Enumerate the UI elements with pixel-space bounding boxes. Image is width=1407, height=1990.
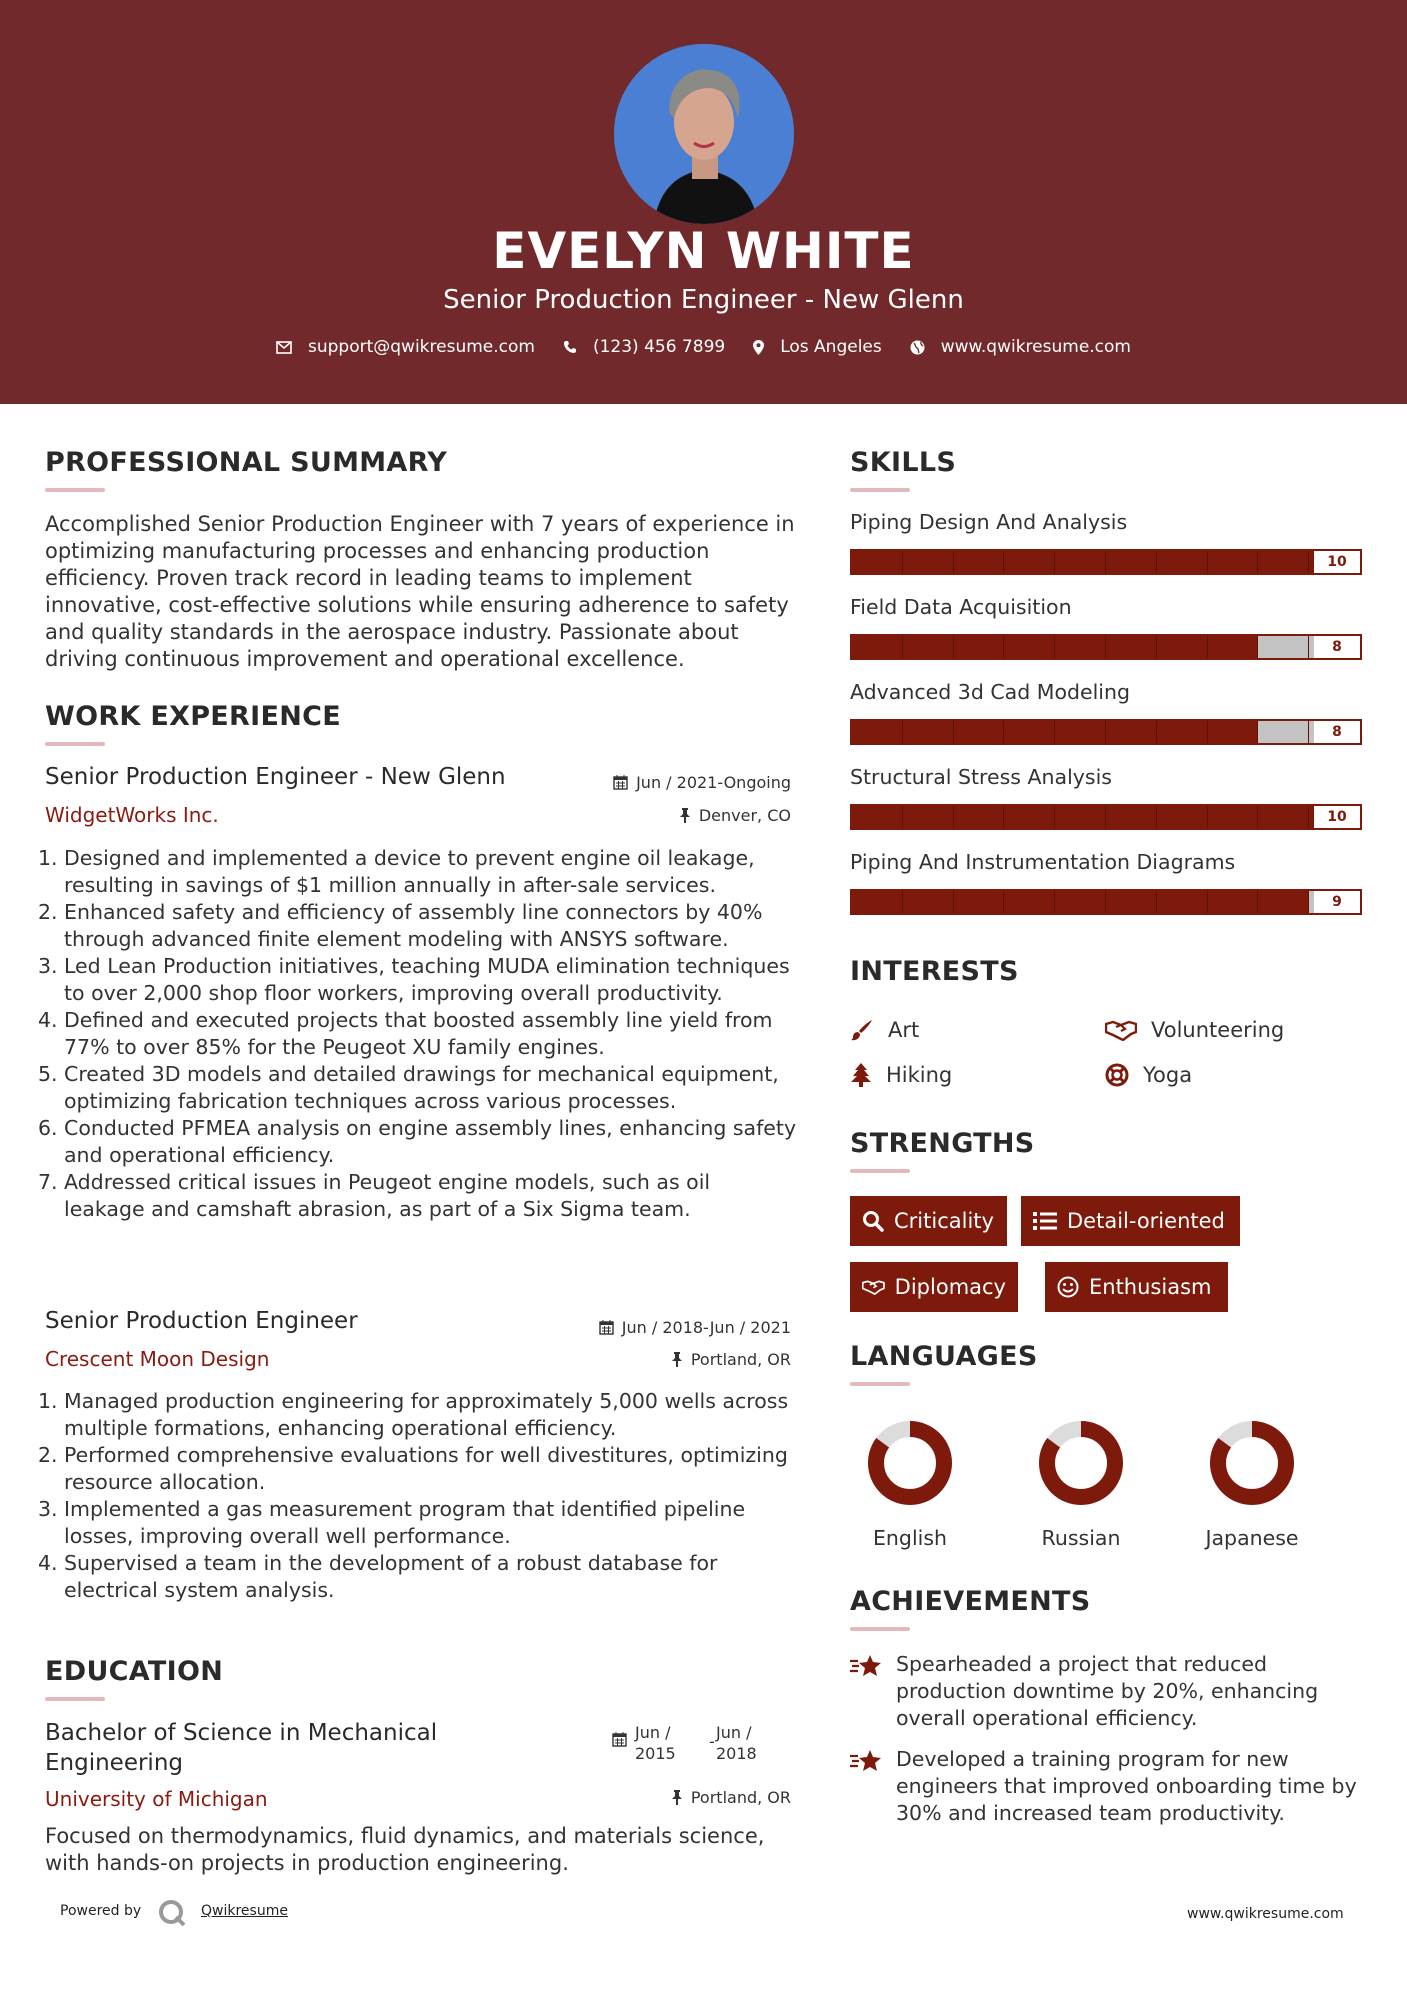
- list-item: 1. Managed production engineering for approximately 5,000 wells across multiple formations, enhancing operational efficiency.: [38, 1389, 789, 1440]
- education-heading: EDUCATION: [45, 1656, 224, 1687]
- skill-value: 10: [1314, 551, 1360, 573]
- achievements-rule: [850, 1627, 910, 1631]
- map-pin-icon: [753, 340, 764, 355]
- interests-heading: INTERESTS: [850, 956, 1019, 987]
- candidate-title: Senior Production Engineer - New Glenn: [443, 285, 964, 315]
- list-icon: [1033, 1211, 1057, 1231]
- list-item: 5. Created 3D models and detailed drawings for mechanical equipment, optimizing fabrication techniques across various processes.: [38, 1062, 779, 1113]
- skill-bar-segment: [1004, 891, 1055, 913]
- skill-bar-segment: [852, 721, 903, 743]
- company-name: Crescent Moon Design: [45, 1347, 270, 1371]
- languages-list: [845, 1418, 1345, 1558]
- skill-bar-segment: [1157, 891, 1208, 913]
- job-location: Portland, OR: [560, 1350, 791, 1369]
- interest-art: Art: [850, 1018, 919, 1042]
- skill-bar-segment: [1157, 551, 1208, 573]
- skill-bar-segment: [1004, 806, 1055, 828]
- skill-bar-segment: [1004, 636, 1055, 658]
- skill-bar: [850, 889, 1362, 915]
- contact-email[interactable]: [276, 337, 535, 357]
- skill-bar-segment: [1258, 636, 1309, 658]
- candidate-name: EVELYN WHITE: [492, 222, 915, 280]
- education-location: Portland, OR: [560, 1788, 791, 1807]
- skill-bar-segment: [1208, 636, 1259, 658]
- achievements-heading: ACHIEVEMENTS: [850, 1586, 1091, 1617]
- list-item: 2. Performed comprehensive evaluations for well divestitures, optimizing resource allocation.: [38, 1443, 788, 1494]
- skill-bar-segment: [1055, 721, 1106, 743]
- skill-bar-segment: [852, 891, 903, 913]
- achievement-star-icon: [850, 1653, 884, 1683]
- phone-icon: [563, 340, 577, 354]
- job-title: Senior Production Engineer - New Glenn: [45, 764, 506, 790]
- school-name: University of Michigan: [45, 1787, 268, 1811]
- company-name: WidgetWorks Inc.: [45, 803, 219, 827]
- skill-bar-segment: [1055, 551, 1106, 573]
- skills-list: [850, 510, 1362, 930]
- achievement-text: Developed a training program for new engineers that improved onboarding time by 30% and increased team productivity.: [896, 1747, 1357, 1825]
- tree-icon: [850, 1063, 872, 1087]
- skill-bar-segment: [1157, 721, 1208, 743]
- pushpin-icon: [671, 1790, 683, 1805]
- q-logo-icon: [157, 1898, 187, 1928]
- job-dates: Jun / 2018-Jun / 2021: [560, 1318, 791, 1337]
- list-item: 7. Addressed critical issues in Peugeot engine models, such as oil leakage and camshaft abrasion, as part of a Six Sigma team.: [38, 1170, 711, 1221]
- skill-bar-segment: [954, 806, 1005, 828]
- language-item: [1187, 1418, 1317, 1550]
- job-location: Denver, CO: [560, 806, 791, 825]
- skill-bar: [850, 719, 1362, 745]
- language-label: Russian: [1041, 1526, 1121, 1550]
- email-text: support@qwikresume.com: [308, 337, 535, 357]
- shooting-star-icon: [850, 1748, 884, 1774]
- skills-heading: SKILLS: [850, 447, 957, 478]
- achievement-star-icon: [850, 1748, 884, 1778]
- skill-bar-segment: [1055, 636, 1106, 658]
- skill-bar-segment: [1106, 806, 1157, 828]
- skill-bar: [850, 549, 1362, 575]
- skill-bar-segment: [1106, 891, 1157, 913]
- paintbrush-icon: [850, 1018, 874, 1042]
- skill-label: Structural Stress Analysis: [850, 765, 1112, 789]
- summary-text: Accomplished Senior Production Engineer with 7 years of experience in optimizing manufacturing processes and enhancing production efficiency. Proven track record in leading teams to implement innovative, cost-effective solutions while ensuring adherence to safety and quality standards in the aerospace industry. Passionate about driving continuous improvement and operational excellence.: [45, 512, 795, 671]
- lifebuoy-icon: [1105, 1063, 1129, 1087]
- skill-bar-segment: [1208, 551, 1259, 573]
- language-donut: [1016, 1418, 1146, 1508]
- skill-label: Piping And Instrumentation Diagrams: [850, 850, 1236, 874]
- skill-bar-segment: [1004, 721, 1055, 743]
- strengths-rule: [850, 1169, 910, 1173]
- search-icon: [862, 1210, 884, 1232]
- skill-label: Advanced 3d Cad Modeling: [850, 680, 1131, 704]
- contact-website[interactable]: [910, 337, 1131, 357]
- interest-volunteering: Volunteering: [1105, 1018, 1284, 1042]
- skill-label: Field Data Acquisition: [850, 595, 1072, 619]
- skill-bar-segment: [852, 806, 903, 828]
- languages-rule: [850, 1382, 910, 1386]
- job-duties: [38, 1388, 797, 1604]
- envelope-icon: [276, 341, 292, 354]
- summary-rule: [45, 488, 105, 492]
- profile-photo: [614, 44, 794, 224]
- contact-phone[interactable]: [563, 337, 725, 357]
- calendar-icon: [612, 1732, 627, 1747]
- skill-bar-segment: [903, 551, 954, 573]
- skill-bar-segment: [1258, 806, 1309, 828]
- language-item: [1016, 1418, 1146, 1550]
- skill-bar-segment: [1106, 721, 1157, 743]
- skill-bar-segment: [903, 721, 954, 743]
- strengths-heading: STRENGTHS: [850, 1128, 1035, 1159]
- degree-title: Bachelor of Science in Mechanical Engineering: [45, 1720, 438, 1776]
- skill-value: 9: [1314, 891, 1360, 913]
- skills-rule: [850, 488, 910, 492]
- education-text: Focused on thermodynamics, fluid dynamics, and materials science, with hands-on projects in production engineering.: [45, 1824, 765, 1875]
- job-duties: [38, 845, 797, 1223]
- footer-website[interactable]: www.qwikresume.com: [1187, 1906, 1344, 1922]
- skill-bar-segment: [954, 721, 1005, 743]
- list-item: 3. Led Lean Production initiatives, teaching MUDA elimination techniques to over 2,000 shop floor workers, improving overall productivity.: [38, 954, 790, 1005]
- job-dates: Jun / 2021-Ongoing: [560, 773, 791, 792]
- strength-badge: Criticality: [850, 1196, 1007, 1246]
- smile-icon: [1057, 1276, 1079, 1298]
- skill-bar-segment: [1157, 636, 1208, 658]
- skill-bar-segment: [954, 636, 1005, 658]
- achievement-text: Spearheaded a project that reduced production downtime by 20%, enhancing overall operational efficiency.: [896, 1652, 1319, 1730]
- skill-bar-segment: [1106, 636, 1157, 658]
- skill-bar-segment: [903, 636, 954, 658]
- skill-bar-segment: [1258, 891, 1309, 913]
- contact-bar: [0, 337, 1407, 357]
- pushpin-icon: [679, 808, 691, 823]
- skill-bar-segment: [1157, 806, 1208, 828]
- interest-yoga: Yoga: [1105, 1063, 1192, 1087]
- website-text: www.qwikresume.com: [940, 337, 1131, 357]
- skill-bar-segment: [954, 551, 1005, 573]
- skill-bar-segment: [903, 891, 954, 913]
- list-item: 4. Defined and executed projects that boosted assembly line yield from 77% to over 85% for the Peugeot XU family engines.: [38, 1008, 773, 1059]
- skill-bar-segment: [1258, 721, 1309, 743]
- language-label: English: [872, 1526, 948, 1550]
- skill-bar-segment: [954, 891, 1005, 913]
- calendar-icon: [613, 775, 628, 790]
- skill-bar-segment: [1106, 551, 1157, 573]
- strength-badge: Diplomacy: [850, 1262, 1018, 1312]
- globe-icon: [910, 340, 925, 355]
- experience-rule: [45, 742, 105, 746]
- qwikresume-logo: [157, 1898, 187, 1932]
- pushpin-icon: [671, 1352, 683, 1367]
- experience-heading: WORK EXPERIENCE: [45, 701, 341, 732]
- contact-location: [753, 337, 882, 357]
- summary-heading: PROFESSIONAL SUMMARY: [45, 447, 448, 478]
- skill-bar-segment: [1208, 891, 1259, 913]
- job-title: Senior Production Engineer: [45, 1308, 358, 1334]
- skill-bar-segment: [852, 551, 903, 573]
- strength-badge: Enthusiasm: [1045, 1262, 1228, 1312]
- list-item: 2. Enhanced safety and efficiency of assembly line connectors by 40% through advanced finite element modeling with ANSYS software.: [38, 900, 763, 951]
- languages-heading: LANGUAGES: [850, 1341, 1038, 1372]
- list-item: 4. Supervised a team in the development of a robust database for electrical system analysis.: [38, 1551, 718, 1602]
- skill-bar-segment: [1258, 551, 1309, 573]
- skill-bar-segment: [1208, 721, 1259, 743]
- skill-bar-segment: [852, 636, 903, 658]
- powered-by-label: Powered by: [60, 1903, 142, 1919]
- strength-badge: Detail-oriented: [1021, 1196, 1240, 1246]
- skill-value: 8: [1314, 636, 1360, 658]
- language-donut: [845, 1418, 975, 1508]
- list-item: 1. Designed and implemented a device to prevent engine oil leakage, resulting in savings of $1 million annually in after-sale services.: [38, 846, 755, 897]
- skill-bar-segment: [1004, 551, 1055, 573]
- list-item: 3. Implemented a gas measurement program that identified pipeline losses, improving overall well performance.: [38, 1497, 746, 1548]
- skill-bar-segment: [1055, 806, 1106, 828]
- skill-value: 10: [1314, 806, 1360, 828]
- brand-link[interactable]: Qwikresume: [201, 1903, 288, 1919]
- language-label: Japanese: [1205, 1526, 1299, 1550]
- skill-bar-segment: [1208, 806, 1259, 828]
- phone-text: (123) 456 7899: [592, 337, 726, 357]
- handshake-icon: [862, 1276, 885, 1298]
- location-text: Los Angeles: [780, 337, 882, 357]
- skill-bar-segment: [903, 806, 954, 828]
- shooting-star-icon: [850, 1653, 884, 1679]
- skill-label: Piping Design And Analysis: [850, 510, 1128, 534]
- handshake-icon: [1105, 1019, 1137, 1041]
- list-item: 6. Conducted PFMEA analysis on engine assembly lines, enhancing safety and operational efficiency.: [38, 1116, 797, 1167]
- language-item: [845, 1418, 975, 1550]
- skill-value: 8: [1314, 721, 1360, 743]
- calendar-icon: [599, 1320, 614, 1335]
- education-rule: [45, 1697, 105, 1701]
- skill-bar: [850, 634, 1362, 660]
- skill-bar-segment: [1055, 891, 1106, 913]
- skill-bar: [850, 804, 1362, 830]
- language-donut: [1187, 1418, 1317, 1508]
- interest-hiking: Hiking: [850, 1063, 952, 1087]
